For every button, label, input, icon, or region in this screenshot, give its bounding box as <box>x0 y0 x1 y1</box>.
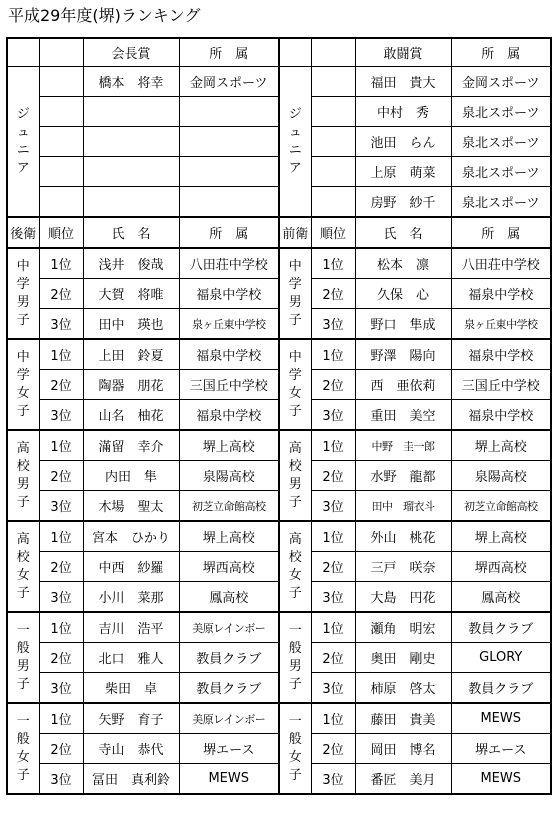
category-label-right-text: 一般女子 <box>288 713 302 783</box>
junior-left-affiliation <box>179 97 279 127</box>
junior-right-name: 上原 萌菜 <box>355 157 451 187</box>
player-name-cell: 吉川 浩平 <box>83 612 179 643</box>
category-label-right-text: 高校男子 <box>288 440 302 510</box>
rank-header: 順位 <box>311 217 355 248</box>
affiliation-cell: 三国丘中学校 <box>451 370 551 400</box>
player-name-cell: 西 亜依莉 <box>355 370 451 400</box>
player-name-cell: 滿留 幸介 <box>83 430 179 461</box>
junior-right-affiliation: 泉北スポーツ <box>451 127 551 157</box>
rank-cell: 2位 <box>311 734 355 764</box>
affiliation-cell: 堺上高校 <box>179 521 279 552</box>
junior-right-name: 中村 秀 <box>355 97 451 127</box>
category-label-right <box>279 248 311 339</box>
affiliation-cell: 初芝立命館高校 <box>451 491 551 522</box>
rank-cell: 2位 <box>311 279 355 309</box>
category-label-right <box>279 430 311 521</box>
category-label-left <box>7 339 39 430</box>
right-award-header: 敢闘賞 <box>355 38 451 67</box>
front-position-header: 前衛 <box>279 217 311 248</box>
player-name-cell: 外山 桃花 <box>355 521 451 552</box>
player-name-cell: 松本 凛 <box>355 248 451 279</box>
affiliation-cell: 泉陽高校 <box>451 461 551 491</box>
category-label-left <box>7 430 39 521</box>
category-label-right <box>279 521 311 612</box>
rank-cell: 1位 <box>311 612 355 643</box>
player-name-cell: 久保 心 <box>355 279 451 309</box>
rank-cell: 3位 <box>311 764 355 795</box>
junior-left-affiliation: 金岡スポーツ <box>179 67 279 97</box>
category-label-left-text: 中学男子 <box>16 258 30 328</box>
affiliation-cell: GLORY <box>451 643 551 673</box>
category-label-left <box>7 248 39 339</box>
junior-left-name <box>83 187 179 218</box>
affiliation-cell: 初芝立命館高校 <box>179 491 279 522</box>
ranking-table <box>6 37 552 795</box>
affiliation-cell: 福泉中学校 <box>179 279 279 309</box>
category-label-right <box>279 703 311 794</box>
rank-cell: 3位 <box>311 309 355 340</box>
rank-cell: 2位 <box>39 643 83 673</box>
junior-left-name <box>83 157 179 187</box>
affiliation-cell: 堺上高校 <box>451 430 551 461</box>
junior-right-affiliation: 泉北スポーツ <box>451 187 551 218</box>
player-name-cell: 浅井 俊哉 <box>83 248 179 279</box>
affiliation-cell: 美原レインボー <box>179 703 279 734</box>
rank-cell: 2位 <box>39 552 83 582</box>
player-name-cell: 中西 紗羅 <box>83 552 179 582</box>
junior-label-left-text: ジュニア <box>16 106 30 176</box>
junior-blank <box>39 67 83 97</box>
rank-cell: 1位 <box>311 248 355 279</box>
junior-left-affiliation <box>179 127 279 157</box>
affiliation-cell: 美原レインボー <box>179 612 279 643</box>
junior-right-name: 池田 らん <box>355 127 451 157</box>
rank-cell: 3位 <box>39 400 83 431</box>
category-label-left-text: 一般男子 <box>16 622 30 692</box>
junior-label-right <box>279 67 311 218</box>
player-name-cell: 大賀 将唯 <box>83 279 179 309</box>
affiliation-header: 所 属 <box>451 217 551 248</box>
rank-cell: 2位 <box>311 461 355 491</box>
rank-cell: 1位 <box>311 430 355 461</box>
affiliation-cell: MEWS <box>179 764 279 795</box>
rank-cell: 3位 <box>311 582 355 613</box>
player-name-cell: 矢野 育子 <box>83 703 179 734</box>
player-name-cell: 寺山 恭代 <box>83 734 179 764</box>
rank-cell: 3位 <box>311 400 355 431</box>
junior-blank <box>39 97 83 127</box>
affiliation-cell: 教員クラブ <box>451 612 551 643</box>
player-name-cell: 冨田 真利鈴 <box>83 764 179 795</box>
page-title: 平成29年度(堺)ランキング <box>8 6 201 25</box>
junior-left-affiliation <box>179 187 279 218</box>
player-name-cell: 北口 雅人 <box>83 643 179 673</box>
player-name-cell: 瀬角 明宏 <box>355 612 451 643</box>
rank-cell: 3位 <box>39 582 83 613</box>
junior-blank <box>311 67 355 97</box>
rank-cell: 1位 <box>311 339 355 370</box>
player-name-cell: 内田 隼 <box>83 461 179 491</box>
junior-left-name: 橋本 将幸 <box>83 67 179 97</box>
category-label-right-text: 高校女子 <box>288 531 302 601</box>
affiliation-cell: 教員クラブ <box>179 643 279 673</box>
affiliation-header: 所 属 <box>179 217 279 248</box>
junior-blank <box>311 157 355 187</box>
affiliation-cell: 福泉中学校 <box>179 339 279 370</box>
header-blank <box>279 38 311 67</box>
rank-cell: 2位 <box>311 643 355 673</box>
category-label-left-text: 中学女子 <box>16 349 30 419</box>
junior-left-affiliation <box>179 157 279 187</box>
category-label-right-text: 中学男子 <box>288 258 302 328</box>
player-name-cell: 山名 柚花 <box>83 400 179 431</box>
left-award-header: 会長賞 <box>83 38 179 67</box>
award-header-row <box>7 38 551 67</box>
player-name-cell: 岡田 博名 <box>355 734 451 764</box>
category-label-right-text: 中学女子 <box>288 349 302 419</box>
player-name-cell: 田中 瑛也 <box>83 309 179 340</box>
affiliation-cell: 福泉中学校 <box>451 279 551 309</box>
player-name-cell: 上田 鈴夏 <box>83 339 179 370</box>
left-affiliation-header: 所 属 <box>179 38 279 67</box>
rank-cell: 3位 <box>39 764 83 795</box>
rank-cell: 1位 <box>311 703 355 734</box>
junior-left-name <box>83 127 179 157</box>
rank-cell: 1位 <box>311 521 355 552</box>
player-name-cell: 中野 圭一郎 <box>355 430 451 461</box>
header-blank <box>311 38 355 67</box>
affiliation-cell: 八田荘中学校 <box>179 248 279 279</box>
junior-right-affiliation: 泉北スポーツ <box>451 97 551 127</box>
affiliation-cell: 堺エース <box>451 734 551 764</box>
junior-blank <box>39 127 83 157</box>
rank-cell: 2位 <box>39 461 83 491</box>
junior-blank <box>39 187 83 218</box>
rank-cell: 1位 <box>39 339 83 370</box>
player-name-cell: 柿原 啓太 <box>355 673 451 704</box>
rank-cell: 3位 <box>311 673 355 704</box>
player-name-cell: 野澤 陽向 <box>355 339 451 370</box>
rank-cell: 3位 <box>39 491 83 522</box>
player-name-cell: 重田 美空 <box>355 400 451 431</box>
category-label-left <box>7 612 39 703</box>
category-label-right <box>279 612 311 703</box>
junior-blank <box>311 127 355 157</box>
player-name-cell: 番匠 美月 <box>355 764 451 795</box>
category-label-left-text: 高校男子 <box>16 440 30 510</box>
affiliation-cell: 鳳高校 <box>451 582 551 613</box>
affiliation-cell: MEWS <box>451 703 551 734</box>
junior-right-affiliation: 金岡スポーツ <box>451 67 551 97</box>
rank-cell: 3位 <box>311 491 355 522</box>
category-label-left <box>7 703 39 794</box>
affiliation-cell: 堺エース <box>179 734 279 764</box>
affiliation-cell: 福泉中学校 <box>451 339 551 370</box>
player-name-cell: 柴田 卓 <box>83 673 179 704</box>
affiliation-cell: 八田荘中学校 <box>451 248 551 279</box>
category-label-left <box>7 521 39 612</box>
player-name-cell: 陶器 朋花 <box>83 370 179 400</box>
junior-blank <box>311 187 355 218</box>
player-name-cell: 水野 龍都 <box>355 461 451 491</box>
rank-header: 順位 <box>39 217 83 248</box>
affiliation-cell: MEWS <box>451 764 551 795</box>
back-position-header: 後衛 <box>7 217 39 248</box>
table-row <box>7 612 551 643</box>
table-row <box>7 248 551 279</box>
name-header: 氏 名 <box>355 217 451 248</box>
junior-right-name: 房野 紗千 <box>355 187 451 218</box>
affiliation-cell: 福泉中学校 <box>179 400 279 431</box>
rank-cell: 2位 <box>311 370 355 400</box>
affiliation-cell: 福泉中学校 <box>451 400 551 431</box>
player-name-cell: 木場 聖太 <box>83 491 179 522</box>
rank-cell: 2位 <box>39 279 83 309</box>
header-blank <box>39 38 83 67</box>
category-label-right-text: 一般男子 <box>288 622 302 692</box>
affiliation-cell: 教員クラブ <box>451 673 551 704</box>
player-name-cell: 田中 瑠衣斗 <box>355 491 451 522</box>
table-row <box>7 430 551 461</box>
affiliation-cell: 泉陽高校 <box>179 461 279 491</box>
rank-cell: 2位 <box>39 370 83 400</box>
junior-right-name: 福田 貴大 <box>355 67 451 97</box>
table-row <box>7 521 551 552</box>
junior-blank <box>311 97 355 127</box>
header-blank <box>7 38 39 67</box>
rank-cell: 2位 <box>39 734 83 764</box>
junior-left-name <box>83 97 179 127</box>
affiliation-cell: 堺西高校 <box>179 552 279 582</box>
player-name-cell: 小川 菜那 <box>83 582 179 613</box>
right-affiliation-header: 所 属 <box>451 38 551 67</box>
category-label-left-text: 一般女子 <box>16 713 30 783</box>
junior-label-left <box>7 67 39 218</box>
category-label-left-text: 高校女子 <box>16 531 30 601</box>
rank-header-row <box>7 217 551 248</box>
junior-label-right-text: ジュニア <box>288 106 302 176</box>
junior-blank <box>39 157 83 187</box>
rank-cell: 1位 <box>39 612 83 643</box>
affiliation-cell: 鳳高校 <box>179 582 279 613</box>
affiliation-cell: 教員クラブ <box>179 673 279 704</box>
rank-cell: 3位 <box>39 309 83 340</box>
affiliation-cell: 堺西高校 <box>451 552 551 582</box>
affiliation-cell: 泉ヶ丘東中学校 <box>179 309 279 340</box>
rank-cell: 2位 <box>311 552 355 582</box>
affiliation-cell: 泉ヶ丘東中学校 <box>451 309 551 340</box>
table-row <box>7 339 551 370</box>
player-name-cell: 大島 円花 <box>355 582 451 613</box>
rank-cell: 3位 <box>39 673 83 704</box>
affiliation-cell: 三国丘中学校 <box>179 370 279 400</box>
rank-cell: 1位 <box>39 248 83 279</box>
rank-cell: 1位 <box>39 521 83 552</box>
rank-cell: 1位 <box>39 703 83 734</box>
player-name-cell: 三戸 咲奈 <box>355 552 451 582</box>
name-header: 氏 名 <box>83 217 179 248</box>
junior-row <box>7 67 551 97</box>
player-name-cell: 野口 隼成 <box>355 309 451 340</box>
player-name-cell: 奥田 剛史 <box>355 643 451 673</box>
affiliation-cell: 堺上高校 <box>179 430 279 461</box>
junior-right-affiliation: 泉北スポーツ <box>451 157 551 187</box>
table-row <box>7 703 551 734</box>
affiliation-cell: 堺上高校 <box>451 521 551 552</box>
category-label-right <box>279 339 311 430</box>
player-name-cell: 宮本 ひかり <box>83 521 179 552</box>
rank-cell: 1位 <box>39 430 83 461</box>
player-name-cell: 藤田 貴美 <box>355 703 451 734</box>
